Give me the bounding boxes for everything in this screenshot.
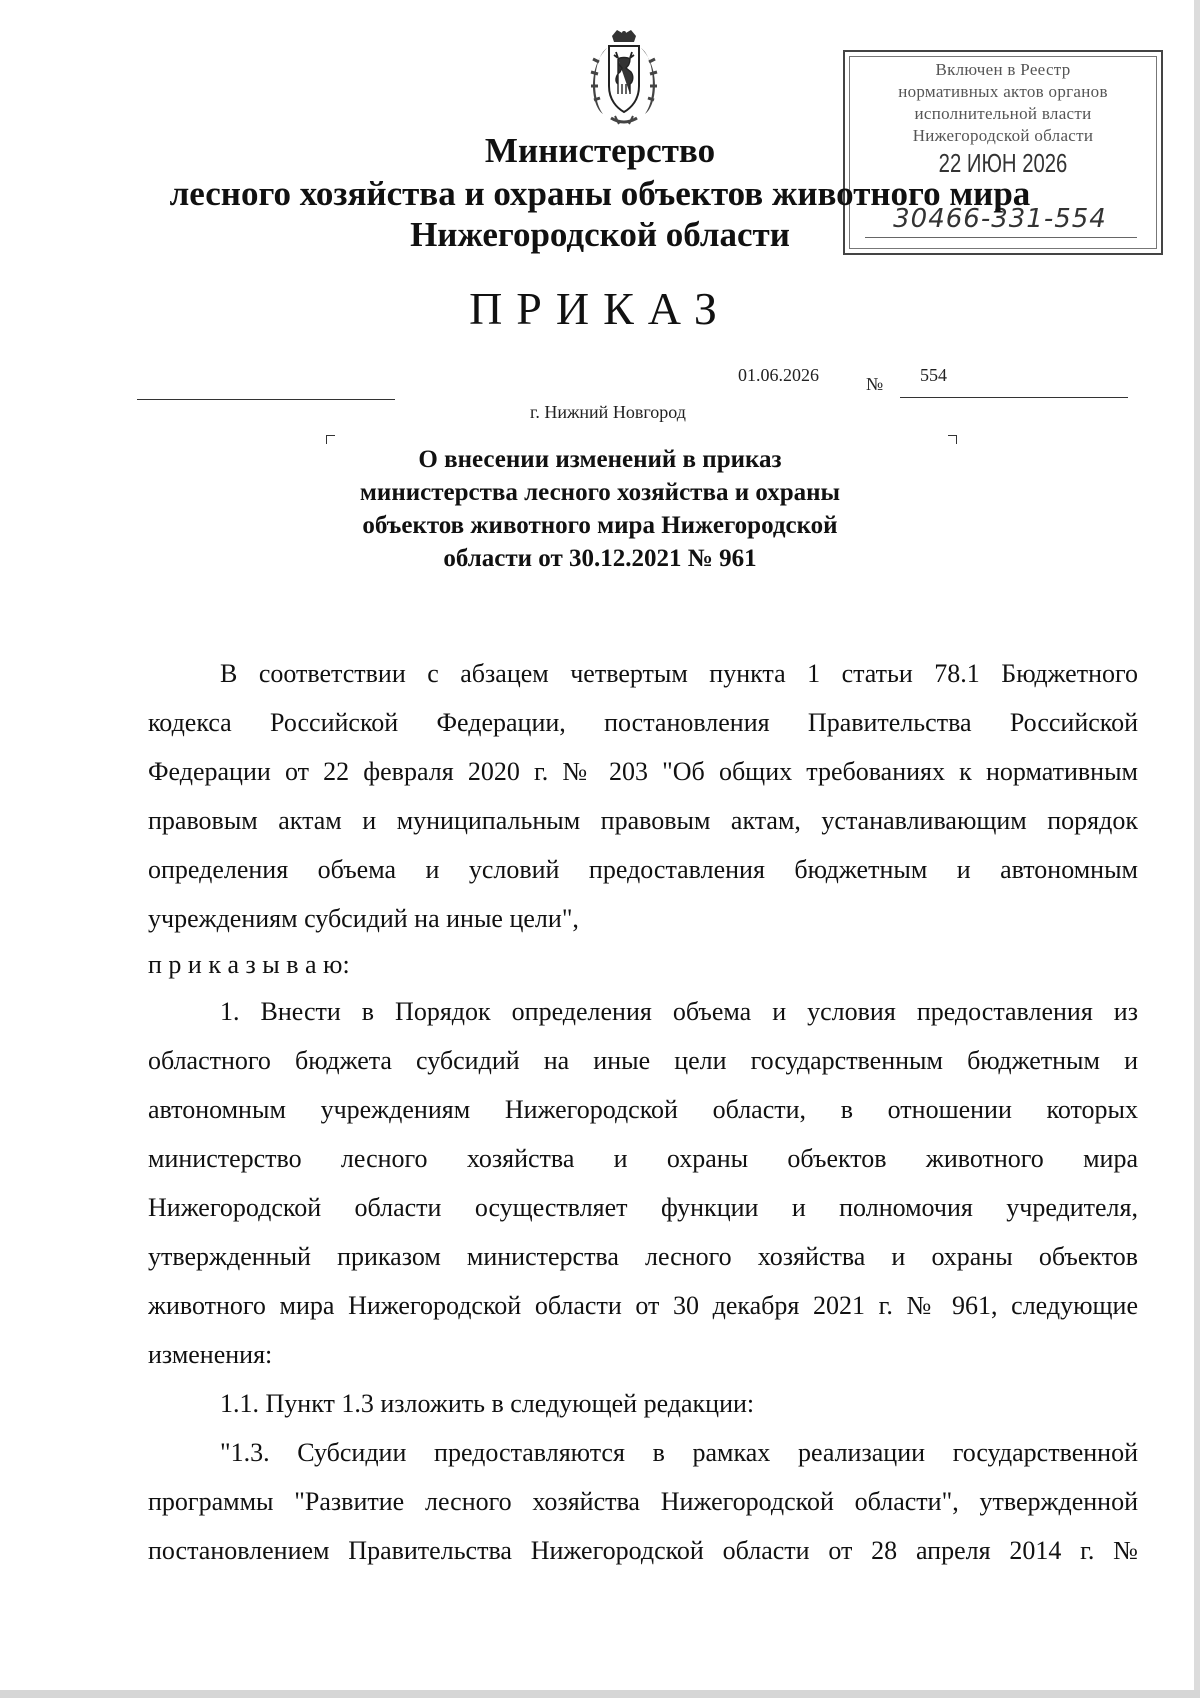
body-line: 1. Внести в Порядок определения объема и условия предоставления из [220, 997, 1138, 1026]
coat-of-arms-emblem [585, 28, 663, 130]
stamp-line-1: Включен в Реестр [935, 60, 1071, 79]
body-line: Нижегородской области осуществляет функции и полномочия учредителя, [148, 1193, 1138, 1222]
order-date: 01.06.2026 [738, 365, 819, 385]
body-line: учреждениям субсидий на иные цели", [148, 904, 579, 933]
ministry-title-line-1: Министерство [484, 131, 716, 170]
ministry-title-line-3: Нижегородской области [410, 215, 790, 254]
body-line: автономным учреждениям Нижегородской области, в отношении которых [148, 1095, 1138, 1124]
stamp-line-3: исполнительной власти [914, 104, 1092, 123]
body-line: животного мира Нижегородской области от 30 декабря 2021 г. № 961, следующие [148, 1291, 1138, 1320]
body-line: В соответствии с абзацем четвертым пункта 1 статьи 78.1 Бюджетного [220, 659, 1138, 688]
scan-edge-bottom [0, 1690, 1200, 1698]
body-line: министерство лесного хозяйства и охраны объектов животного мира [148, 1144, 1138, 1173]
body-line: областного бюджета субсидий на иные цели государственным бюджетным и [148, 1046, 1138, 1075]
body-line: кодекса Российской Федерации, постановления Правительства Российской [148, 708, 1138, 737]
order-body [148, 649, 1138, 1575]
stamp-line-4: Нижегородской области [912, 126, 1094, 145]
scan-edge-right [1194, 0, 1200, 1698]
body-line: определения объема и условий предоставления бюджетным и автономным [148, 855, 1138, 884]
body-line: "1.3. Субсидии предоставляются в рамках реализации государственной [220, 1438, 1138, 1467]
body-line: утвержденный приказом министерства лесного хозяйства и охраны объектов [148, 1242, 1138, 1271]
order-number: 554 [920, 365, 947, 385]
body-line: изменения: [148, 1340, 273, 1369]
body-line: постановлением Правительства Нижегородской области от 28 апреля 2014 г. № [148, 1536, 1138, 1565]
document-type-title: ПРИКАЗ [469, 283, 731, 334]
body-line: правовым актам и муниципальным правовым актам, устанавливающим порядок [148, 806, 1138, 835]
subject-line: министерства лесного хозяйства и охраны [359, 479, 841, 506]
city: г. Нижний Новгород [530, 402, 686, 422]
subject-line: О внесении изменений в приказ [418, 446, 782, 473]
body-line: программы "Развитие лесного хозяйства Нижегородской области", утвержденной [148, 1487, 1138, 1516]
subject-line: области от 30.12.2021 № 961 [443, 545, 757, 572]
date-underline-left [137, 399, 395, 400]
order-subject [0, 443, 1200, 575]
stamp-registry-number: 30466-331-554 [893, 204, 1107, 234]
number-sign: № [866, 374, 884, 394]
stamp-line-2: нормативных актов органов [898, 82, 1108, 101]
stamp-date: 22 ИЮН 2026 [938, 148, 1068, 178]
subject-line: объектов животного мира Нижегородской [362, 512, 838, 539]
ministry-title-line-2: лесного хозяйства и охраны объектов животного мира [169, 174, 1031, 213]
body-line: 1.1. Пункт 1.3 изложить в следующей редакции: [220, 1389, 755, 1418]
number-underline [900, 397, 1128, 398]
body-line-directive: п р и к а з ы в а ю: [148, 950, 350, 979]
body-line: Федерации от 22 февраля 2020 г. № 203 "Об общих требованиях к нормативным [148, 757, 1138, 786]
